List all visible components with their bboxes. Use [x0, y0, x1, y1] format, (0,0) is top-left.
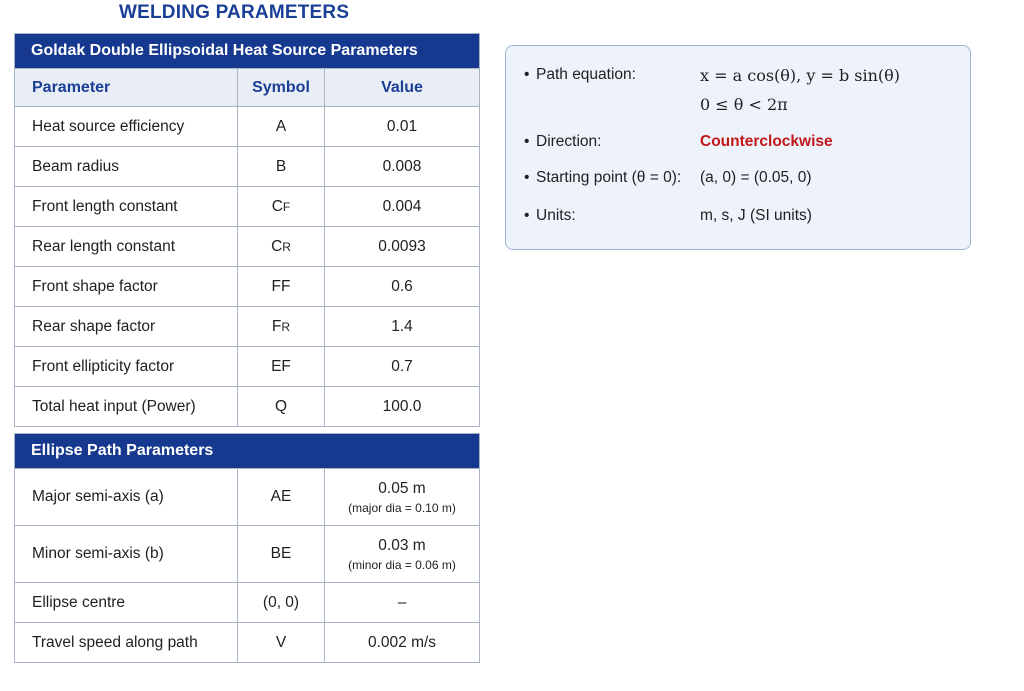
parameter-name: Heat source efficiency	[15, 107, 238, 147]
parameter-symbol	[238, 187, 325, 227]
parameter-symbol: BE	[238, 526, 325, 583]
column-header-parameter: Parameter	[15, 69, 238, 107]
parameter-value: 0.7	[325, 347, 480, 387]
parameter-symbol: Q	[238, 387, 325, 427]
path-equation-line1: x = a cos(θ), y = b sin(θ)	[700, 66, 901, 85]
parameter-value: 0.01	[325, 107, 480, 147]
parameter-value: –	[325, 583, 480, 623]
parameter-symbol: A	[238, 107, 325, 147]
goldak-parameters-table	[14, 33, 480, 427]
parameter-name: Beam radius	[15, 147, 238, 187]
goldak-section-title: Goldak Double Ellipsoidal Heat Source Parameters	[15, 34, 480, 69]
parameter-value: 0.6	[325, 267, 480, 307]
table-row	[15, 107, 480, 147]
path-equation-label: Path equation:	[536, 66, 636, 83]
parameter-symbol: B	[238, 147, 325, 187]
units-value: m, s, J (SI units)	[700, 207, 812, 224]
ellipse-parameters-table	[14, 433, 480, 663]
path-info-box	[505, 45, 971, 250]
parameter-name: Rear length constant	[15, 227, 238, 267]
parameter-symbol	[238, 227, 325, 267]
symbol-main: C	[271, 197, 283, 215]
parameter-value: 100.0	[325, 387, 480, 427]
table-row	[15, 227, 480, 267]
table-row	[15, 347, 480, 387]
parameter-name: Ellipse centre	[15, 583, 238, 623]
parameter-name: Total heat input (Power)	[15, 387, 238, 427]
starting-point-value: (a, 0) = (0.05, 0)	[700, 169, 812, 186]
symbol-subscript: R	[282, 239, 291, 254]
direction-value: Counterclockwise	[700, 133, 833, 150]
table-row	[15, 469, 480, 526]
parameter-value: 0.004	[325, 187, 480, 227]
parameter-symbol: AE	[238, 469, 325, 526]
column-header-symbol: Symbol	[238, 69, 325, 107]
parameter-name: Minor semi-axis (b)	[15, 526, 238, 583]
symbol-subscript: F	[282, 199, 291, 214]
table-row	[15, 526, 480, 583]
parameter-name: Front length constant	[15, 187, 238, 227]
symbol-main: F	[271, 317, 282, 335]
parameter-value: 0.0093	[325, 227, 480, 267]
parameter-symbol: EF	[238, 347, 325, 387]
table-row	[15, 307, 480, 347]
parameter-value: 0.008	[325, 147, 480, 187]
parameter-value-cell	[325, 469, 480, 526]
parameter-value-cell	[325, 526, 480, 583]
parameter-symbol: (0, 0)	[238, 583, 325, 623]
symbol-main: C	[271, 237, 283, 255]
units-label: Units:	[536, 207, 576, 224]
parameter-symbol: FF	[238, 267, 325, 307]
bullet: •	[524, 207, 530, 224]
column-header-value: Value	[325, 69, 480, 107]
table-row	[15, 187, 480, 227]
table-row	[15, 623, 480, 663]
parameter-value: 1.4	[325, 307, 480, 347]
parameter-symbol	[238, 307, 325, 347]
table-row	[15, 583, 480, 623]
parameter-name: Major semi-axis (a)	[15, 469, 238, 526]
symbol-subscript: R	[281, 319, 291, 334]
starting-point-label: Starting point (θ = 0):	[536, 169, 682, 186]
parameter-name: Rear shape factor	[15, 307, 238, 347]
ellipse-section-title: Ellipse Path Parameters	[15, 434, 480, 469]
parameter-symbol: V	[238, 623, 325, 663]
path-equation-line2: 0 ≤ θ < 2π	[700, 95, 788, 114]
parameter-name: Front ellipticity factor	[15, 347, 238, 387]
table-row	[15, 387, 480, 427]
parameter-value: 0.03 m	[378, 536, 426, 554]
parameter-value: 0.05 m	[378, 479, 426, 497]
parameter-value: 0.002 m/s	[325, 623, 480, 663]
bullet: •	[524, 169, 530, 186]
bullet: •	[524, 133, 530, 150]
bullet: •	[524, 66, 530, 83]
parameter-name: Front shape factor	[15, 267, 238, 307]
parameter-note: (major dia = 0.10 m)	[348, 500, 456, 515]
parameter-name: Travel speed along path	[15, 623, 238, 663]
table-row	[15, 147, 480, 187]
page-title: WELDING PARAMETERS	[119, 2, 350, 23]
table-row	[15, 267, 480, 307]
direction-label: Direction:	[536, 133, 602, 150]
parameter-note: (minor dia = 0.06 m)	[348, 557, 456, 572]
